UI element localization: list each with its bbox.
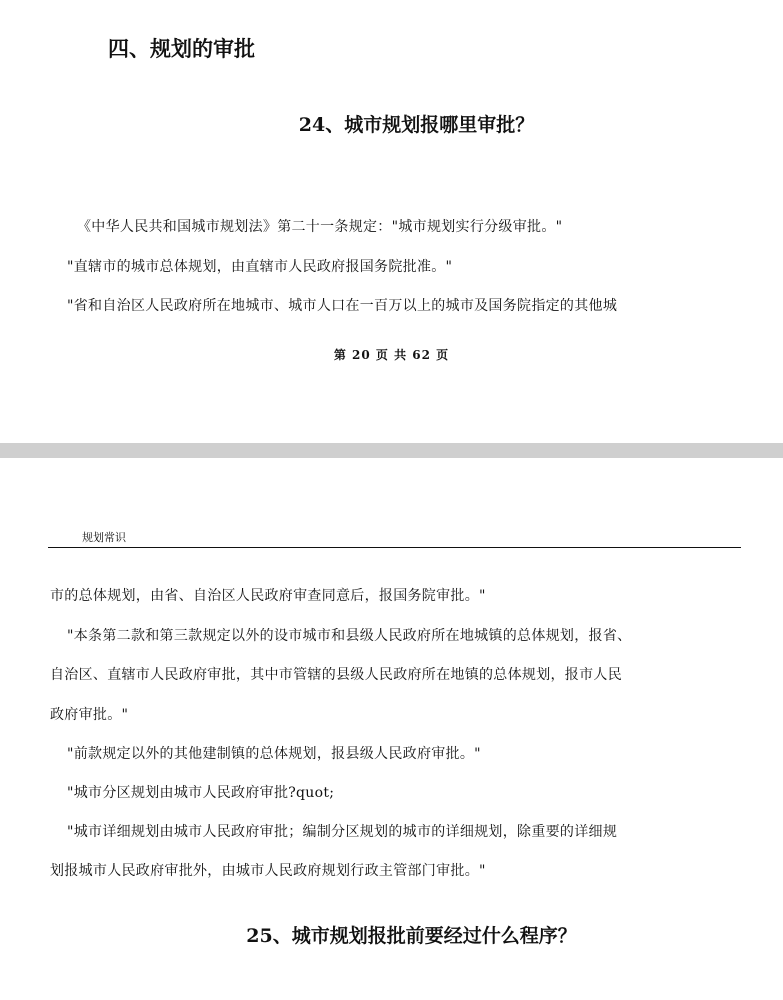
- body-text-line: "省和自治区人民政府所在地城市、城市人口在一百万以上的城市及国务院指定的其他城: [67, 298, 618, 314]
- body-text-line: "城市详细规划由城市人民政府审批；编制分区规划的城市的详细规划，除重要的详细规: [67, 824, 618, 840]
- document-page-20: [0, 0, 783, 443]
- body-text-line: 划报城市人民政府审批外，由城市人民政府规划行政主管部门审批。": [50, 863, 486, 879]
- body-text-line: "城市分区规划由城市人民政府审批?quot;: [67, 785, 335, 801]
- body-text-line: "前款规定以外的其他建制镇的总体规划，报县级人民政府审批。": [67, 746, 481, 762]
- body-text-line: "直辖市的城市总体规划，由直辖市人民政府报国务院批准。": [67, 259, 453, 275]
- running-header: 规划常识: [82, 531, 126, 544]
- body-text-line: 自治区、直辖市人民政府审批，其中市管辖的县级人民政府所在地镇的总体规划，报市人民: [50, 667, 622, 683]
- page-separator: [0, 443, 783, 458]
- header-rule: [48, 547, 741, 548]
- body-text-line: 政府审批。": [50, 707, 129, 723]
- section-title: 四、规划的审批: [108, 37, 255, 61]
- body-text-line: "本条第二款和第三款规定以外的设市城市和县级人民政府所在地城镇的总体规划，报省、: [67, 628, 632, 644]
- document-page-21: [0, 458, 783, 1000]
- body-text-line: 《中华人民共和国城市规划法》第二十一条规定："城市规划实行分级审批。": [77, 219, 563, 235]
- page-number-footer: 第 20 页 共 62 页: [333, 348, 450, 362]
- body-text-line: 市的总体规划，由省、自治区人民政府审查同意后，报国务院审批。": [50, 588, 486, 604]
- question-24-heading: 24、城市规划报哪里审批？: [298, 114, 535, 136]
- question-25-heading: 25、城市规划报批前要经过什么程序？: [246, 925, 577, 947]
